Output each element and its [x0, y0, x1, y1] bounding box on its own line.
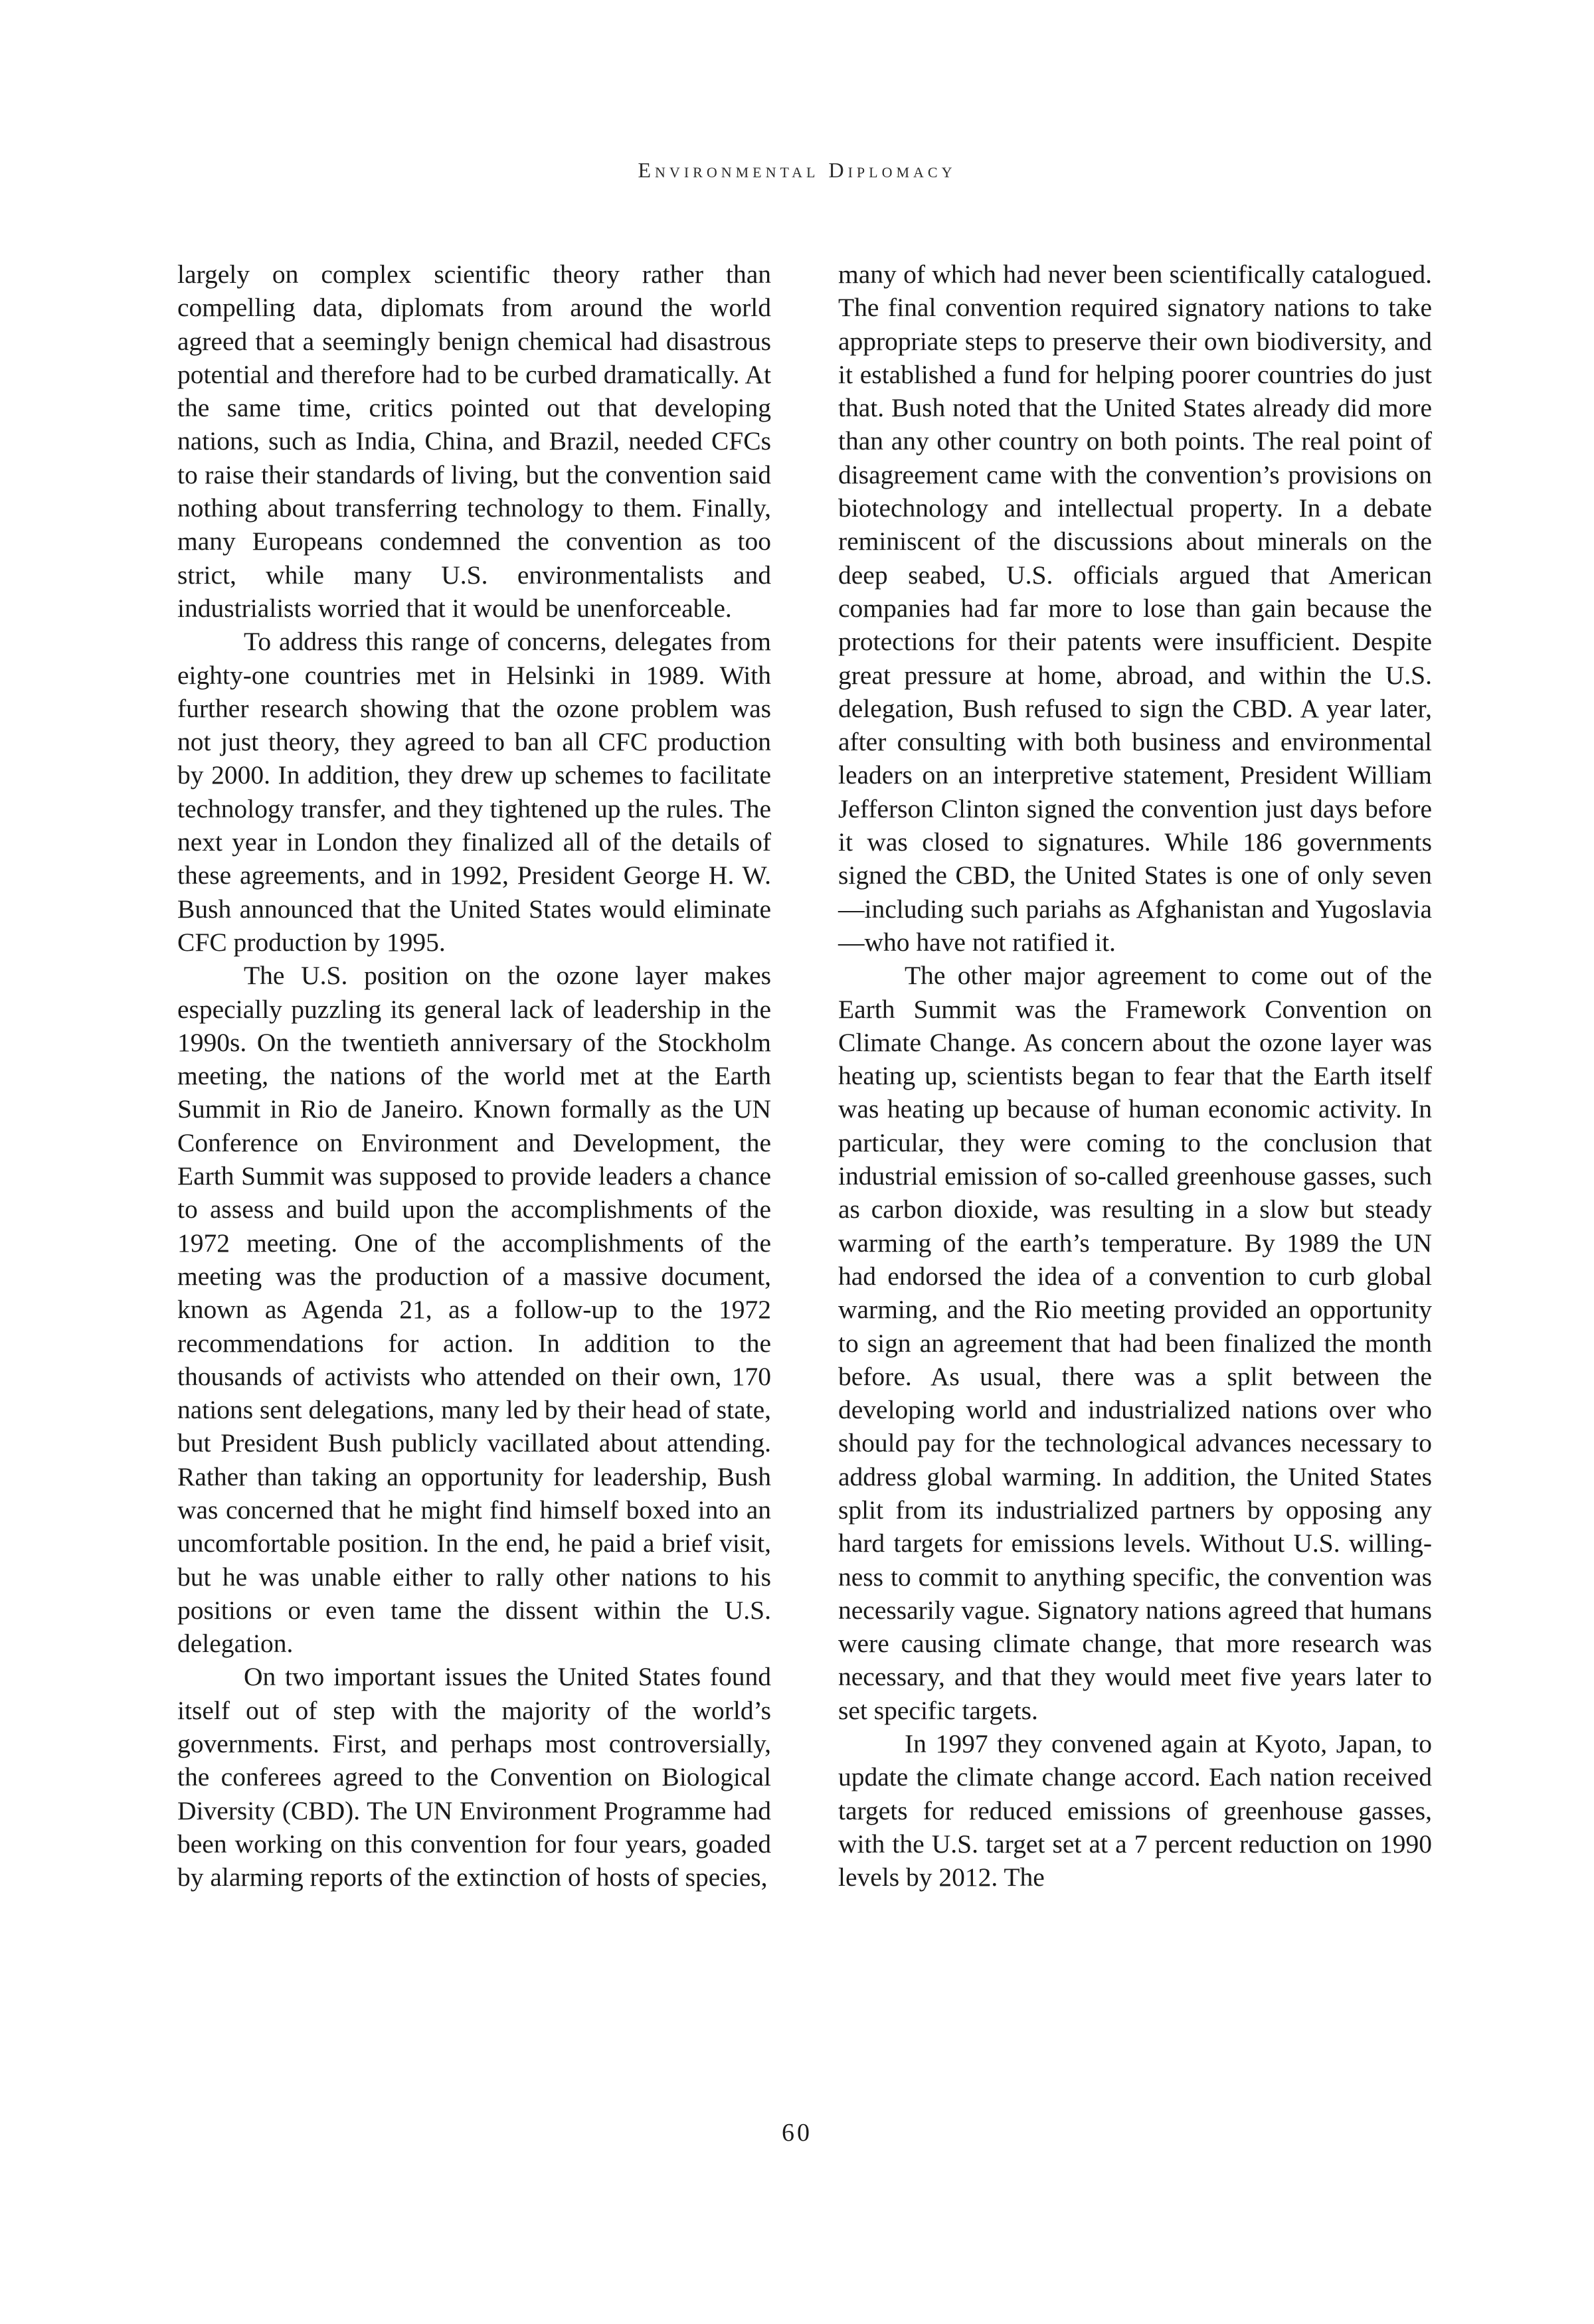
paragraph: The U.S. position on the ozone layer makes especially puzzling its general lack of leadership in the 1990s. On the twentieth anniversary of the Stockholm meeting, the nations of the world met at the Earth Summit in Rio de Janeiro. Known formally as the UN Conference on Environment and Development, the Earth Summit was supposed to provide leaders a chance to assess and build upon the accomplishments of the 1972 meeting. One of the accomplishments of the meeting was the production of a massive document, known as Agenda 21, as a follow-up to the 1972 recommendations for action. In addition to the thousands of activists who attended on their own, 170 nations sent delegations, many led by their head of state, but President Bush publicly vacillated about attending. Rather than taking an opportunity for leadership, Bush was concerned that he might find himself boxed into an uncomfortable position. In the end, he paid a brief visit, but he was unable either to rally other nations to his positions or even tame the dissent within the U.S. delegation. [177, 961, 771, 1659]
paragraph: To address this range of concerns, delegates from eighty-one countries met in Helsinki in 1989. With further research showing that the ozone problem was not just theory, they agreed to ban all CFC production by 2000. In addition, they drew up schemes to facilitate technology transfer, and they tightened up the rules. The next year in London they finalized all of the details of these agreements, and in 1992, President George H. W. Bush announced that the United States would eliminate CFC production by 1995. [177, 627, 771, 957]
right-column [838, 258, 1432, 1894]
paragraph-continued: many of which had never been scientifically catalogued. The final convention required signatory nations to take appropriate steps to preserve their own biodiversity, and it established a fund for helping poorer countries do just that. Bush noted that the United States already did more than any other country on both points. The real point of disagreement came with the convention’s provisions on biotechnology and intellectual property. In a debate reminiscent of the discussions about minerals on the deep seabed, U.S. officials argued that American companies had far more to lose than gain because the protections for their patents were insufficient. Despite great pressure at home, abroad, and within the U.S. delegation, Bush refused to sign the CBD. A year later, after consulting with both business and environmental leaders on an interpretive statement, President William Jefferson Clinton signed the convention just days before it was closed to signatures. While 186 governments signed the CBD, the United States is one of only seven—including such pariahs as Afghanistan and Yugoslavia—who have not ratified it. [838, 260, 1432, 957]
paragraph: The other major agreement to come out of the Earth Summit was the Framework Convention on Climate Change. As concern about the ozone layer was heating up, scientists began to fear that the Earth itself was heating up because of human economic activity. In particular, they were coming to the conclusion that industrial emission of so-called greenhouse gasses, such as carbon dioxide, was resulting in a slow but steady warming of the earth’s temperature. By 1989 the UN had endorsed the idea of a convention to curb global warming, and the Rio meeting provided an opportunity to sign an agreement that had been finalized the month before. As usual, there was a split between the developing world and industrialized nations over who should pay for the technological advances necessary to address global warming. In addition, the United States split from its industrialized partners by opposing any hard targets for emissions levels. Without U.S. willingness to commit to anything specific, the convention was necessarily vague. Signatory nations agreed that humans were causing climate change, that more research was necessary, and that they would meet five years later to set specific targets. [838, 961, 1432, 1725]
page-number: 60 [782, 2119, 812, 2147]
paragraph: On two important issues the United States found itself out of step with the majority of the world’s governments. First, and perhaps most controversially, the conferees agreed to the Convention on Biological Diversity (CBD). The UN Environment Programme had been working on this convention for four years, goaded by alarming reports of the extinction of hosts of species, [177, 1662, 771, 1892]
paragraph-continued: largely on complex scientific theory rather than compelling data, diplomats from around the world agreed that a seemingly benign chemical had disastrous potential and therefore had to be curbed dramatically. At the same time, critics pointed out that developing nations, such as India, China, and Brazil, needed CFCs to raise their standards of living, but the convention said nothing about transferring technology to them. Finally, many Europeans condemned the convention as too strict, while many U.S. environmentalists and industrialists worried that it would be unenforceable. [177, 260, 771, 623]
paragraph: In 1997 they convened again at Kyoto, Japan, to update the climate change accord. Each nation received targets for reduced emissions of greenhouse gasses, with the U.S. target set at a 7 percent reduction on 1990 levels by 2012. The [838, 1729, 1432, 1892]
running-head: Environmental Diplomacy [638, 158, 956, 182]
left-column [177, 258, 771, 1894]
